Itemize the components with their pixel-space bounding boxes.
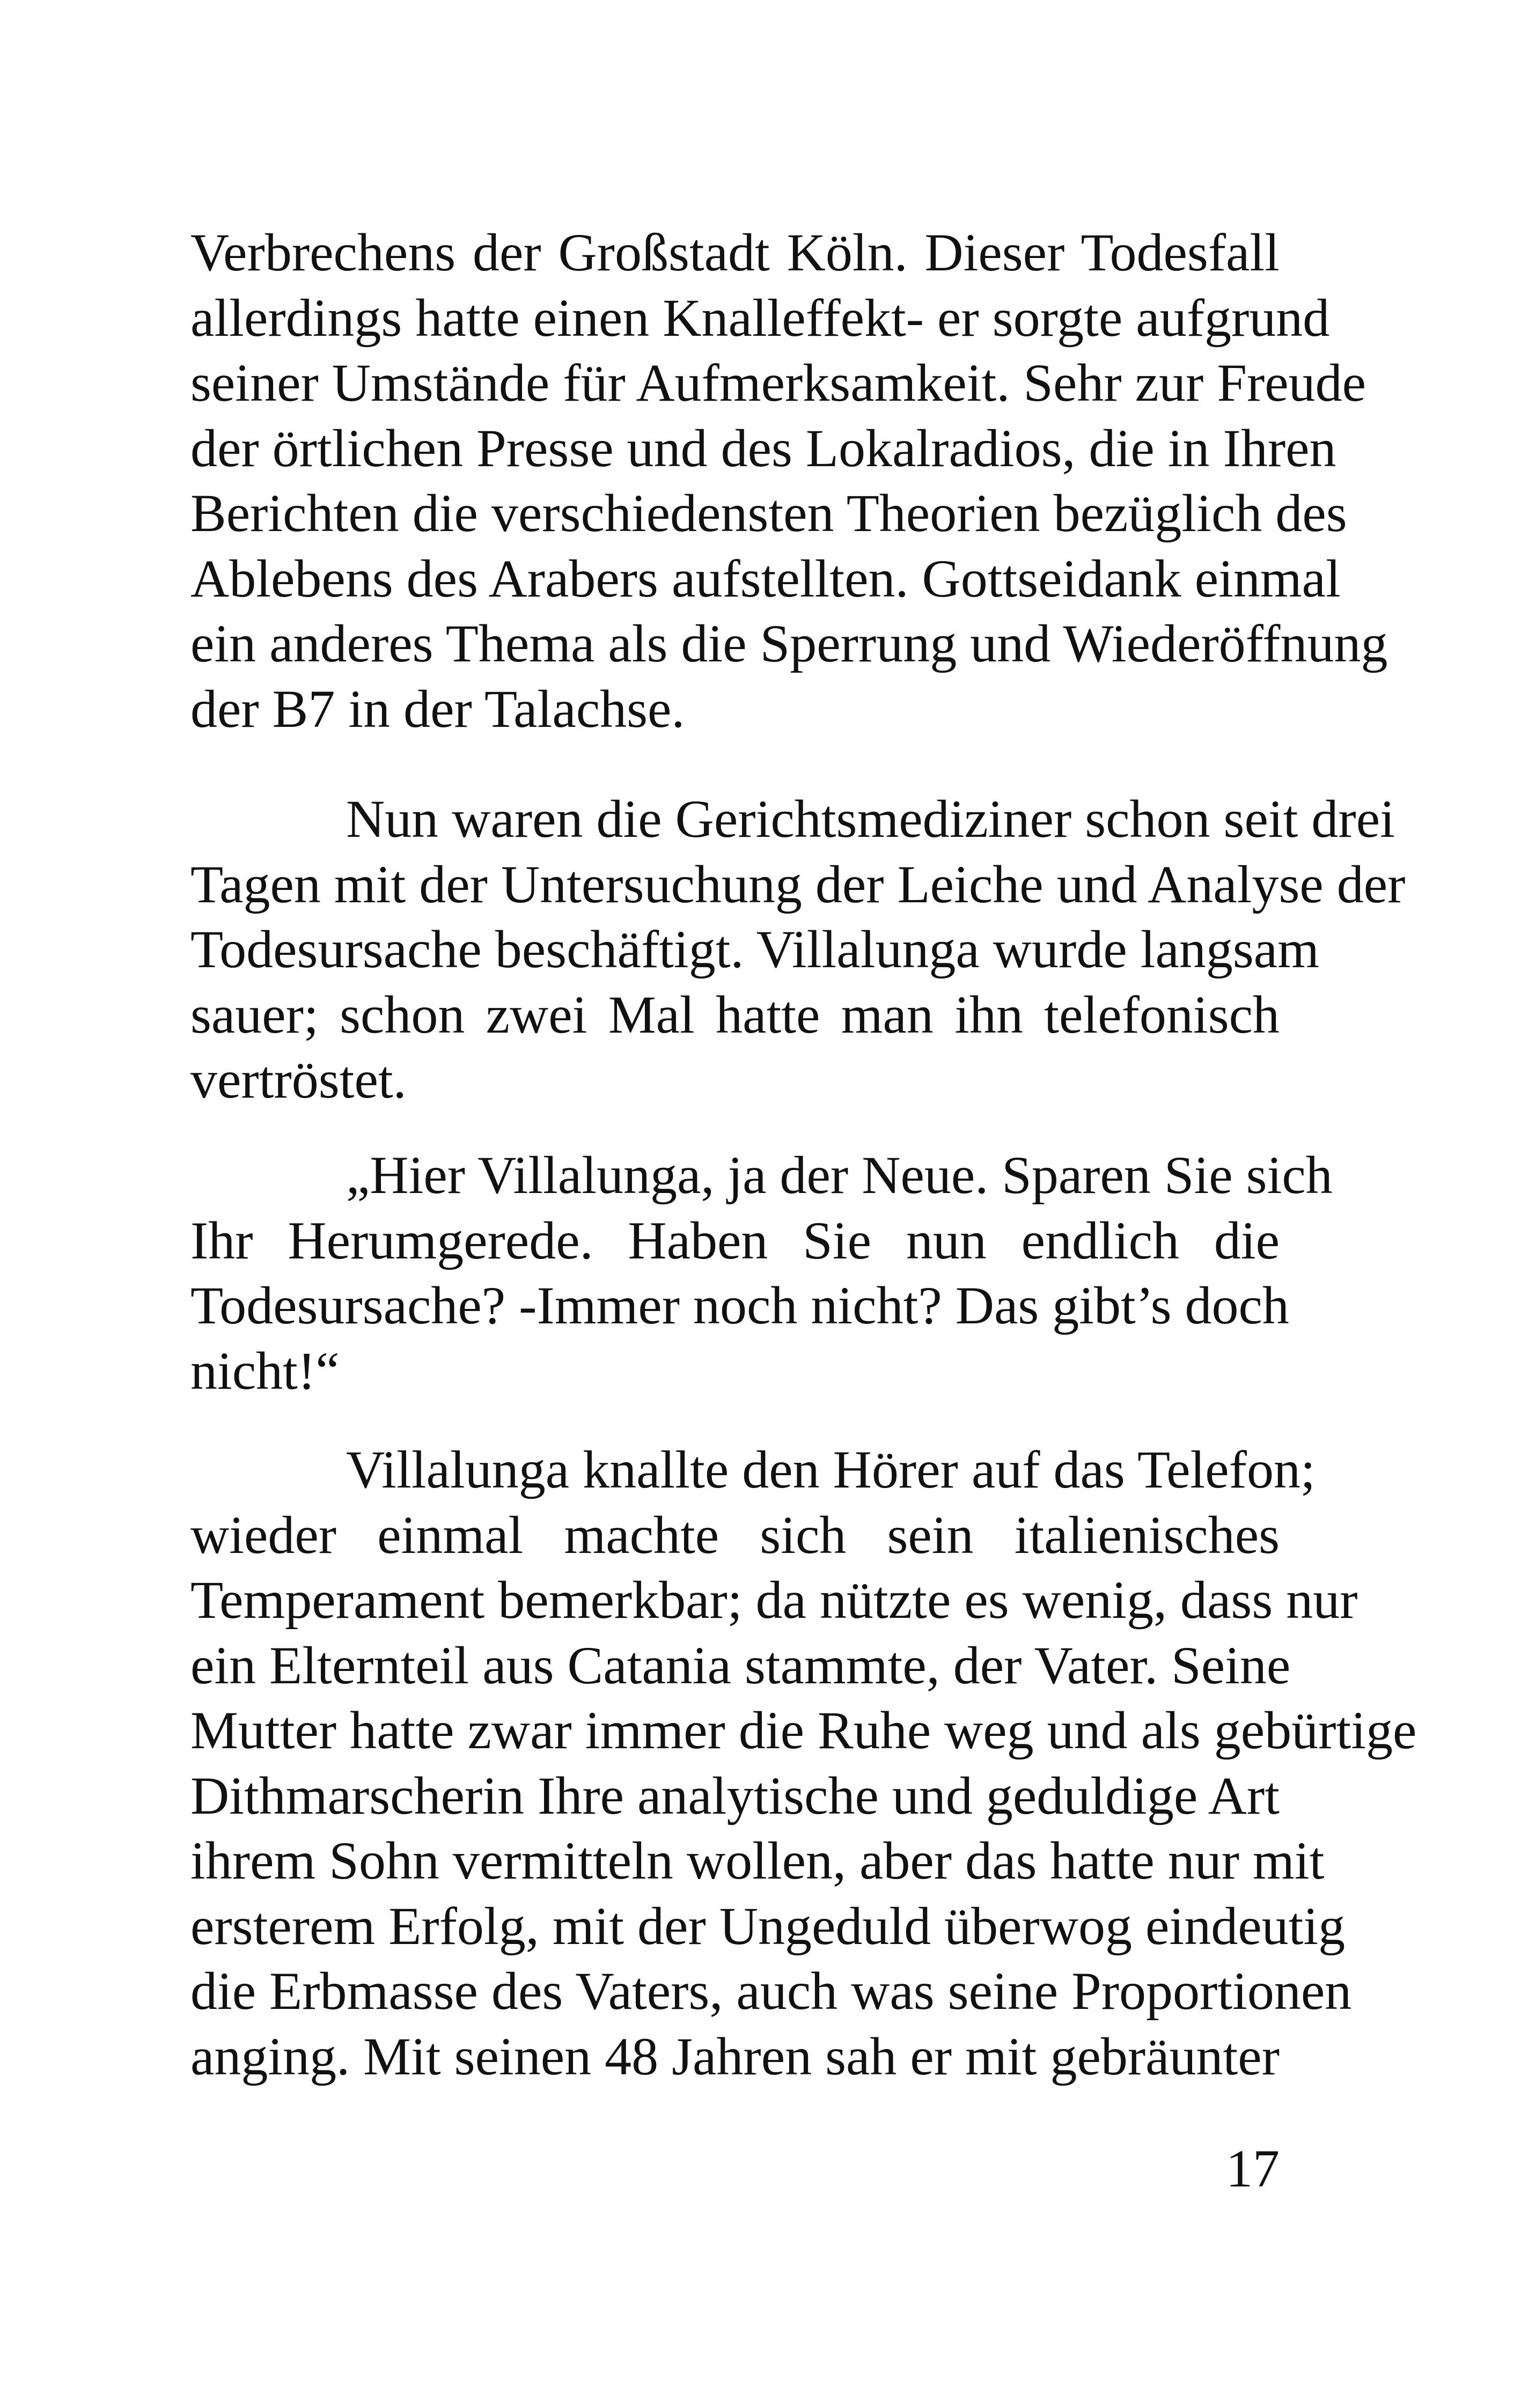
text-line: Villalunga knallte den Hörer auf das Telefon;	[346, 1440, 1316, 1499]
text-line: Berichten die verschiedensten Theorien bezüglich des	[190, 483, 1347, 543]
text-line: wieder einmal machte sich sein italienisches	[190, 1505, 1280, 1565]
text-line: Dithmarscherin Ihre analytische und geduldige Art	[190, 1765, 1280, 1825]
paragraph-1	[190, 220, 1388, 741]
text-line: Todesursache beschäftigt. Villalunga wurde langsam	[190, 919, 1319, 979]
text-line: Temperament bemerkbar; da nützte es wenig, dass nur	[190, 1570, 1358, 1630]
text-line: Todesursache? -Immer noch nicht? Das gibt’s doch	[190, 1276, 1289, 1335]
text-line: ihrem Sohn vermitteln wollen, aber das hatte nur mit	[190, 1831, 1325, 1890]
paragraph-3	[190, 1143, 1333, 1403]
text-line: Ihr Herumgerede. Haben Sie nun endlich die	[190, 1210, 1280, 1270]
text-line: vertröstet.	[190, 1050, 407, 1109]
text-line: ein anderes Thema als die Sperrung und Wiederöffnung	[190, 614, 1388, 673]
text-line: Verbrechens der Großstadt Köln. Dieser Todesfall	[190, 223, 1280, 282]
paragraph-2	[190, 786, 1406, 1113]
text-line: Mutter hatte zwar immer die Ruhe weg und als gebürtige	[190, 1700, 1417, 1760]
text-line: nicht!“	[190, 1341, 340, 1401]
text-line: allerdings hatte einen Knalleffekt- er sorgte aufgrund	[190, 288, 1330, 348]
text-line: der B7 in der Talachse.	[190, 679, 685, 739]
text-line: Tagen mit der Untersuchung der Leiche und Analyse der	[190, 854, 1406, 914]
text-line: ersterem Erfolg, mit der Ungeduld überwog eindeutig	[190, 1896, 1346, 1956]
page-number: 17	[1226, 2139, 1280, 2198]
text-line: der örtlichen Presse und des Lokalradios, die in Ihren	[190, 418, 1336, 478]
text-line: anging. Mit seinen 48 Jahren sah er mit gebräunter	[190, 2026, 1280, 2086]
text-line: „Hier Villalunga, ja der Neue. Sparen Sie sich	[346, 1145, 1333, 1205]
text-line: Nun waren die Gerichtsmediziner schon seit drei	[346, 789, 1395, 849]
text-line: Ablebens des Arabers aufstellten. Gottseidank einmal	[190, 548, 1341, 608]
text-line: sauer; schon zwei Mal hatte man ihn telefonisch	[190, 984, 1280, 1044]
text-line: ein Elternteil aus Catania stammte, der Vater. Seine	[190, 1635, 1291, 1695]
text-line: die Erbmasse des Vaters, auch was seine Proportionen	[190, 1961, 1352, 2021]
text-line: seiner Umstände für Aufmerksamkeit. Sehr zur Freude	[190, 353, 1366, 413]
paragraph-4	[190, 1437, 1417, 2089]
